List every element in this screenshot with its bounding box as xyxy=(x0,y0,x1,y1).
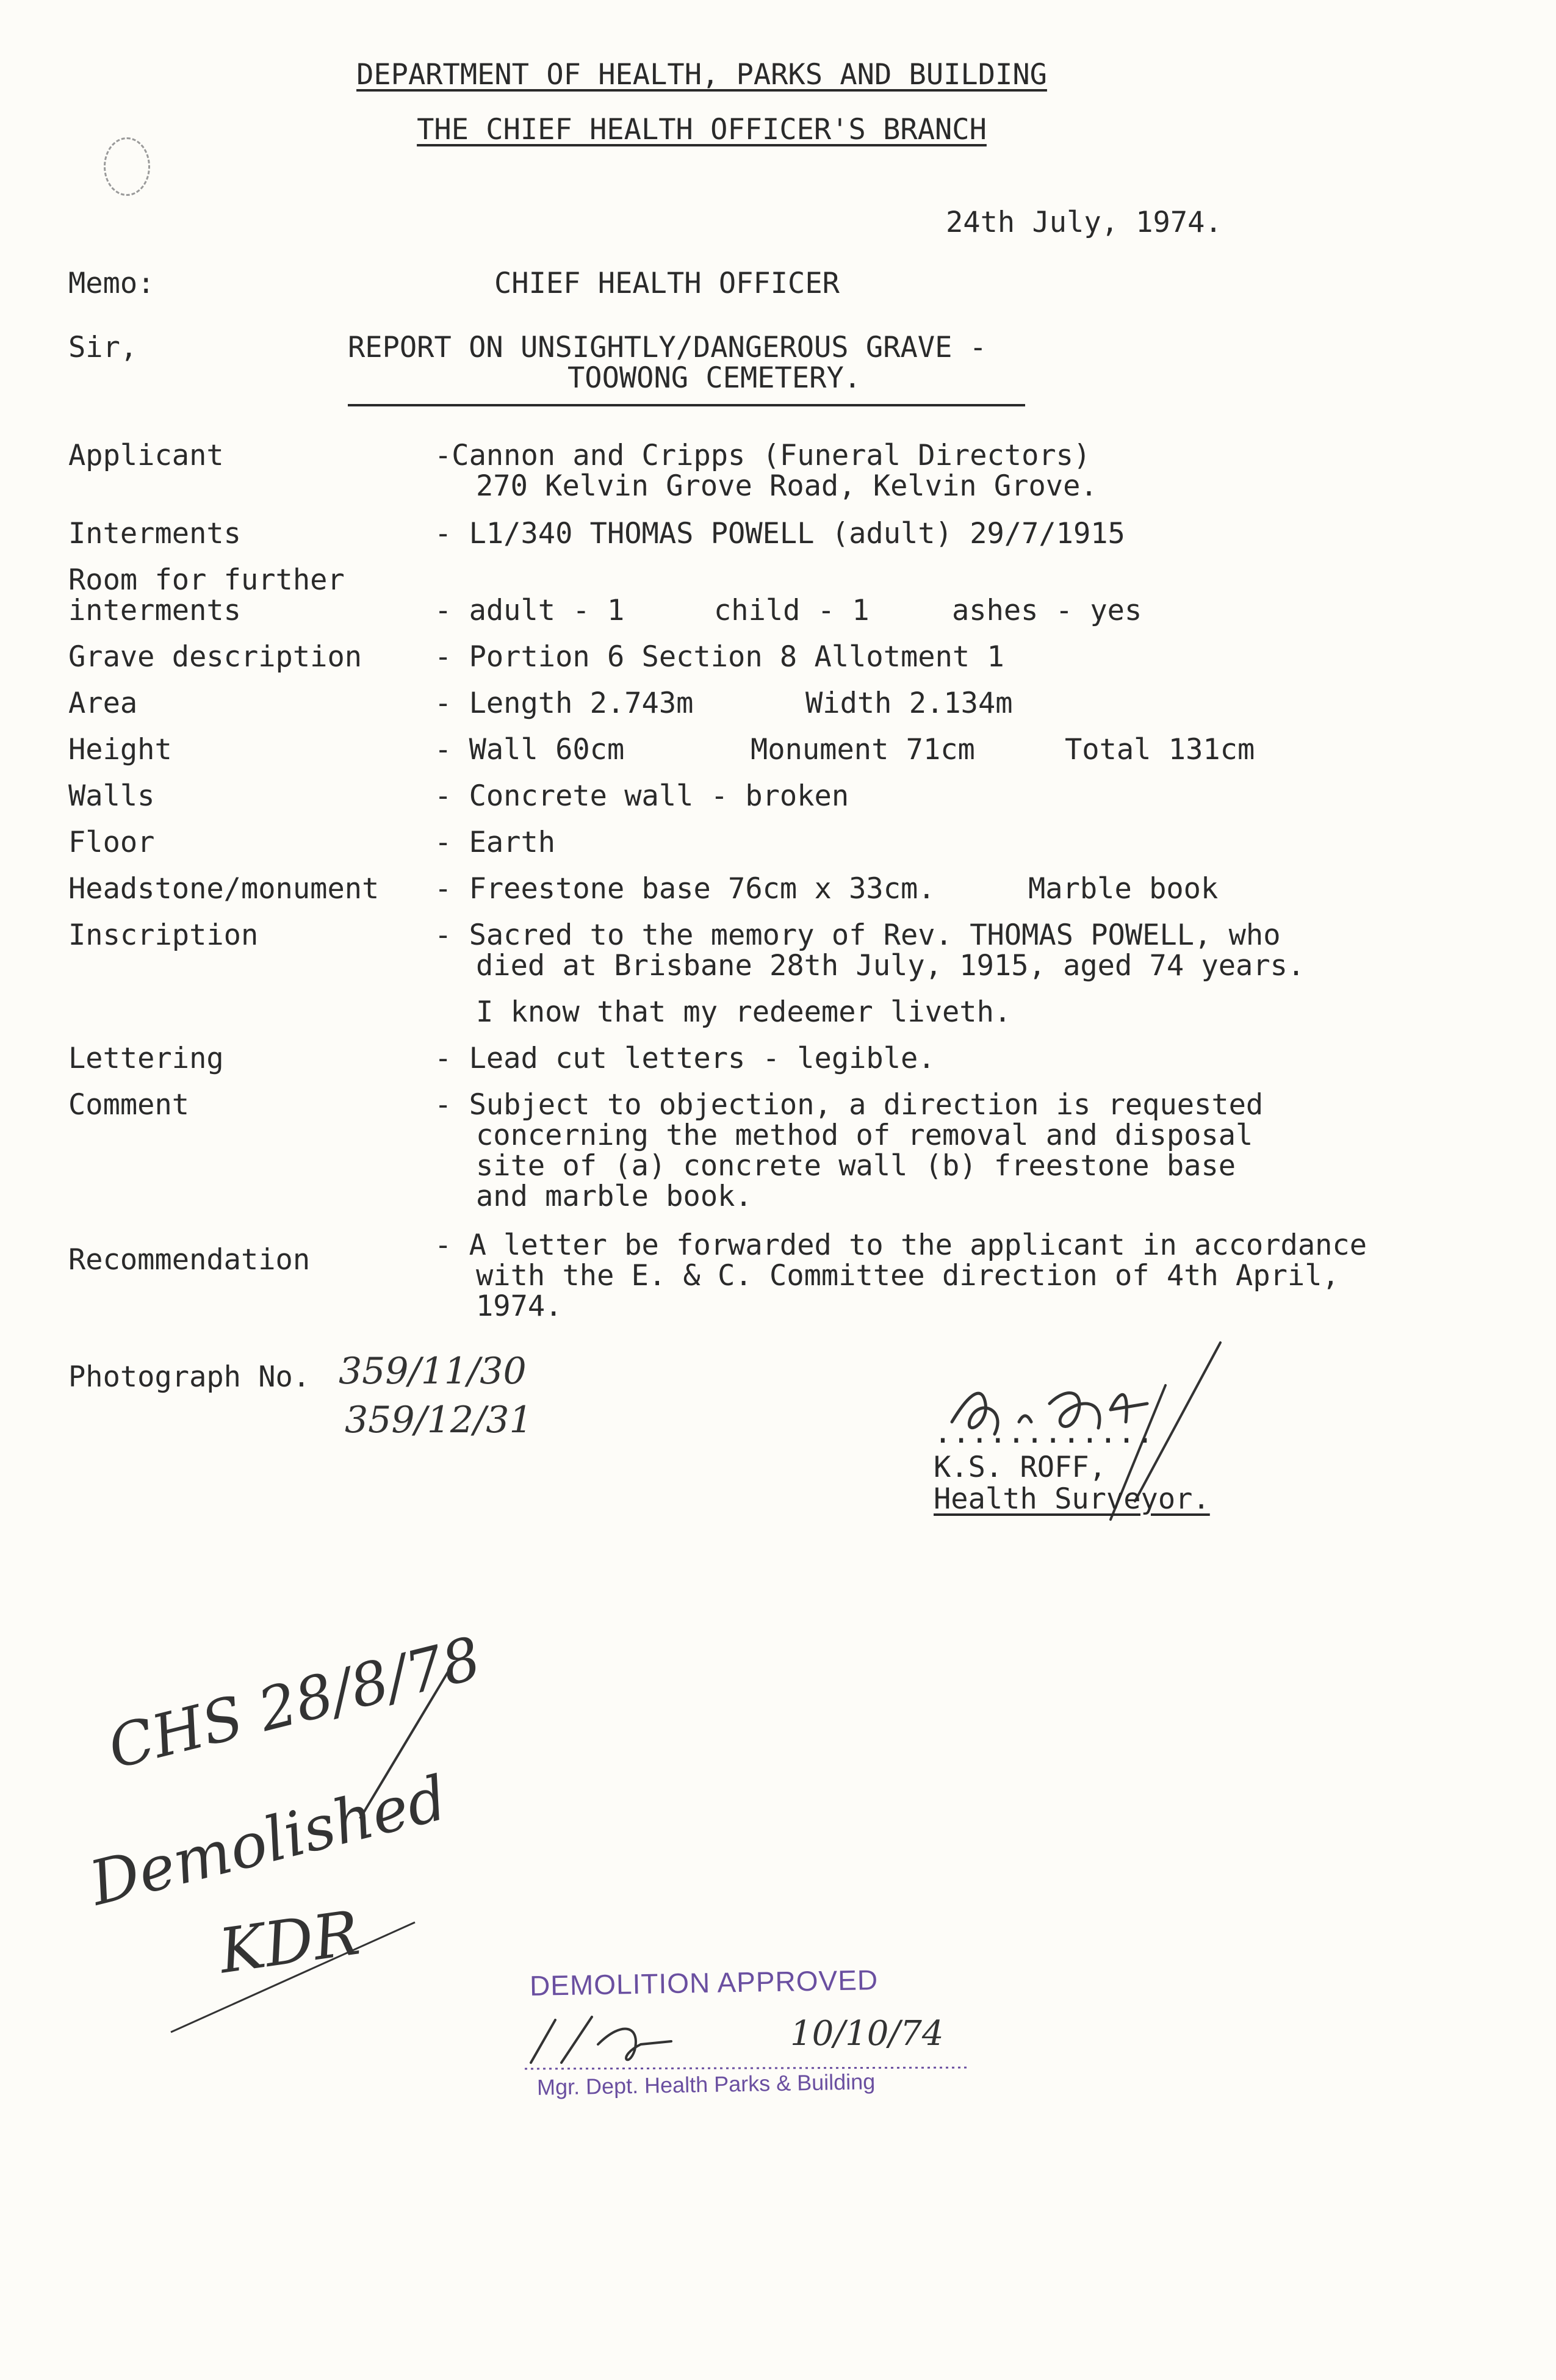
stamp-date: 10/10/74 xyxy=(790,2014,944,2054)
interments-value: - L1/340 THOMAS POWELL (adult) 29/7/1915 xyxy=(434,517,1125,550)
height-wall: - Wall 60cm xyxy=(434,733,625,766)
comment-line-1: - Subject to objection, a direction is requested xyxy=(434,1088,1264,1122)
field-label-headstone: Headstone/monument xyxy=(68,872,380,906)
room-child: child - 1 xyxy=(714,594,870,627)
field-label-area: Area xyxy=(68,687,138,720)
photograph-number-2: 359/12/31 xyxy=(345,1399,533,1441)
recommendation-line-1: - A letter be forwarded to the applicant in accordance xyxy=(434,1228,1367,1262)
field-label-lettering: Lettering xyxy=(68,1042,224,1075)
height-monument: Monument 71cm xyxy=(751,733,975,766)
memo-label: Memo: xyxy=(68,267,155,300)
headstone-value: - Freestone base 76cm x 33cm. xyxy=(434,872,935,906)
branch-heading: THE CHIEF HEALTH OFFICER'S BRANCH xyxy=(417,113,987,146)
inscription-line-2: died at Brisbane 28th July, 1915, aged 74 years. xyxy=(476,949,1305,983)
punch-hole-mark xyxy=(104,137,150,196)
lettering-value: - Lead cut letters - legible. xyxy=(434,1042,935,1075)
walls-value: - Concrete wall - broken xyxy=(434,779,849,813)
applicant-value: -Cannon and Cripps (Funeral Directors) xyxy=(434,439,1091,472)
note-line-1: CHS 28/8/78 xyxy=(101,1623,488,1783)
signature-name: K.S. ROFF, xyxy=(934,1451,1106,1484)
field-label-grave: Grave description xyxy=(68,640,362,674)
comment-line-3: site of (a) concrete wall (b) freestone base xyxy=(476,1149,1236,1183)
field-label-floor: Floor xyxy=(68,826,155,859)
height-total: Total 131cm xyxy=(1065,733,1255,766)
area-width: Width 2.134m xyxy=(805,687,1013,720)
field-label-walls: Walls xyxy=(68,779,155,813)
field-label-applicant: Applicant xyxy=(68,439,224,472)
inscription-line-3: I know that my redeemer liveth. xyxy=(476,995,1012,1029)
grave-value: - Portion 6 Section 8 Allotment 1 xyxy=(434,640,1004,674)
memo-date: 24th July, 1974. xyxy=(946,206,1222,239)
applicant-address: 270 Kelvin Grove Road, Kelvin Grove. xyxy=(476,469,1098,503)
salutation: Sir, xyxy=(68,331,138,364)
comment-line-2: concerning the method of removal and disposal xyxy=(476,1119,1253,1152)
subject-line-1: REPORT ON UNSIGHTLY/DANGEROUS GRAVE - xyxy=(348,331,987,364)
photograph-number-1: 359/11/30 xyxy=(339,1350,527,1393)
stamp-caption: Mgr. Dept. Health Parks & Building xyxy=(536,2069,876,2100)
memo-recipient: CHIEF HEALTH OFFICER xyxy=(494,267,840,300)
area-length: - Length 2.743m xyxy=(434,687,694,720)
field-label-recommendation: Recommendation xyxy=(68,1243,311,1277)
note-line-3: KDR xyxy=(214,1897,364,1988)
room-adult: - adult - 1 xyxy=(434,594,625,627)
note-line-2: Demolished xyxy=(82,1762,454,1920)
comment-line-4: and marble book. xyxy=(476,1180,752,1213)
field-label-inscription: Inscription xyxy=(68,918,259,952)
signature-title: Health Surveyor. xyxy=(934,1482,1210,1516)
room-ashes: ashes - yes xyxy=(952,594,1142,627)
stamp-title: DEMOLITION APPROVED xyxy=(529,1964,879,2002)
field-label-interments: Interments xyxy=(68,517,241,550)
field-label-room: Room for further xyxy=(68,563,345,597)
photograph-label: Photograph No. xyxy=(68,1360,311,1394)
field-label-room-2: interments xyxy=(68,594,241,627)
subject-divider xyxy=(348,404,1025,406)
inscription-line-1: - Sacred to the memory of Rev. THOMAS POWELL, who xyxy=(434,918,1281,952)
field-label-height: Height xyxy=(68,733,172,766)
department-heading: DEPARTMENT OF HEALTH, PARKS AND BUILDING xyxy=(356,58,1047,92)
field-label-comment: Comment xyxy=(68,1088,190,1122)
recommendation-line-2: with the E. & C. Committee direction of 4th April, xyxy=(476,1259,1339,1293)
recommendation-line-3: 1974. xyxy=(476,1289,563,1323)
signature-dots: ............ xyxy=(934,1415,1154,1450)
subject-line-2: TOOWONG CEMETERY. xyxy=(567,361,862,395)
floor-value: - Earth xyxy=(434,826,556,859)
headstone-extra: Marble book xyxy=(1028,872,1219,906)
